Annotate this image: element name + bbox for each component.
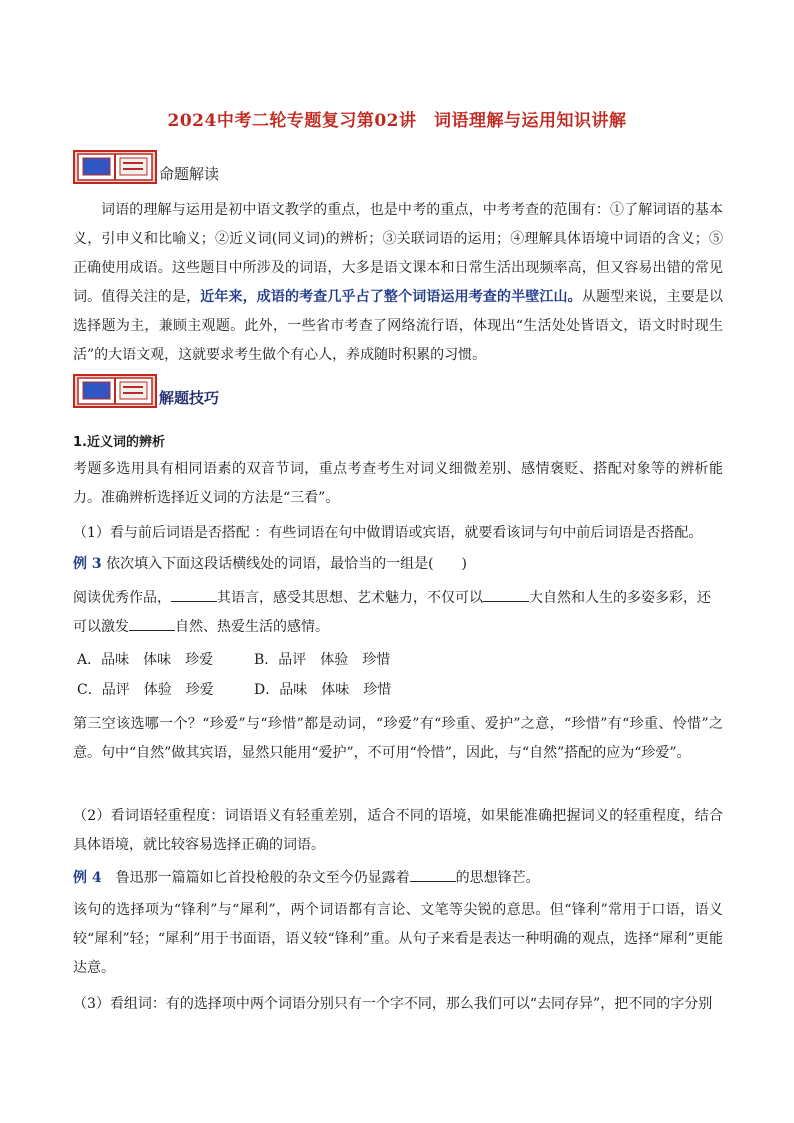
paragraph-synonyms-intro: 考题多选用具有相同语素的双音节词，重点考查考生对词义细微差别、感情褒贬、搭配对象等的辨析能力。准确辨析选择近义词的方法是“三看”。	[73, 461, 723, 506]
example-3-passage	[73, 584, 723, 642]
option-b: B．品评 体验 珍惜	[254, 652, 391, 668]
book-icon	[73, 150, 157, 184]
fill-blank	[171, 587, 217, 602]
page-title: 2024中考二轮专题复习第02讲 词语理解与运用知识讲解	[167, 111, 627, 131]
paragraph-analysis-3: 第三空该选哪一个？“珍爱”与“珍惜”都是动词，“珍爱”有“珍重、爱护”之意，“珍惜”有“珍重、怜惜”之意。句中“自然”做其宾语，显然只能用“爱护”，不可用“怜惜”，因此，与“自然”搭配的应为“珍爱”。	[73, 716, 723, 761]
intro-text-2: 从题型来说，主要是以选择题为主，兼顾主观题。此外，一些省市考查了网络流行语，体现出“生活处处皆语文，语文时时现生活”的大语文观，这就要求考生做个有心人，养成随时积累的习惯。	[73, 289, 724, 363]
passage-text: 自然、热爱生活的感情。	[175, 619, 329, 635]
passage-text: 阅读优秀作品，	[73, 590, 171, 606]
option-a: A．品味 体味 珍爱	[77, 652, 214, 668]
section-label-interpretation: 命题解读	[159, 165, 220, 183]
paragraph-degree: （2）看词语轻重程度：词语语义有轻重差别，适合不同的语境，如果能准确把握词义的轻重程度，结合具体语境，就比较容易选择正确的词语。	[73, 808, 723, 853]
section-label-techniques: 解题技巧	[159, 389, 220, 407]
fill-blank	[129, 616, 175, 631]
option-c: C．品评 体验 珍爱	[77, 682, 214, 698]
example-4-question	[73, 864, 723, 893]
options-row-1	[77, 646, 727, 675]
section-header-interpretation	[73, 150, 373, 186]
fill-blank	[410, 867, 456, 882]
example-3-text: 依次填入下面这段话横线处的词语，最恰当的一组是( )	[101, 556, 467, 572]
option-d: D．品味 体味 珍惜	[254, 682, 392, 698]
paragraph-compound-words: （3）看组词：有的选择项中两个词语分别只有一个字不同，那么我们可以“去同存异”，把不同的字分别	[73, 996, 713, 1012]
example-3-question	[73, 550, 723, 579]
fill-blank	[483, 587, 529, 602]
passage-text: 鲁迅那一篇篇如匕首投枪般的杂文至今仍显露着	[101, 870, 410, 886]
intro-text-1: 词语的理解与运用是初中语文教学的重点，也是中考的重点，中考考查的范围有：①了解词语的基本义，引申义和比喻义；②近义词(同义词)的辨析；③关联词语的运用；④理解具体语境中词语的含义；⑤正确使用成语。这些题目中所涉及的词语，大多是语文课本和日常生活出现频率高，但又容易出错的常见词。值得关注的是，	[73, 202, 723, 305]
example-4-label: 例 4	[73, 870, 102, 886]
passage-text: 其语言，感受其思想、艺术魅力，不仅可以	[217, 590, 483, 606]
intro-highlight: 近年来，成语的考查几乎占了整个词语运用考查的半壁江山。	[200, 289, 582, 305]
passage-text: 大自然和人生的多姿多彩，还	[529, 590, 711, 606]
section-header-techniques	[73, 374, 373, 410]
book-icon	[73, 374, 157, 408]
intro-paragraph	[73, 196, 723, 370]
passage-text: 的思想锋芒。	[455, 870, 540, 886]
example-3-label: 例 3	[73, 556, 102, 572]
paragraph-analysis-4: 该句的选择项为“锋利”与“犀利”，两个词语都有言论、文笔等尖锐的意思。但“锋利”常用于口语，语义较“犀利”轻；“犀利”用于书面语，语义较“锋利”重。从句子来看是表达一种明确的观点，选择“犀利”更能达意。	[73, 902, 723, 976]
paragraph-collocation: （1）看与前后词语是否搭配 ：有些词语在句中做谓语或宾语，就要看该词与句中前后词语是否搭配。	[73, 525, 703, 541]
passage-text: 可以激发	[73, 619, 129, 635]
options-row-2	[77, 676, 727, 705]
heading-synonyms: 1.近义词的辨析	[73, 435, 165, 450]
